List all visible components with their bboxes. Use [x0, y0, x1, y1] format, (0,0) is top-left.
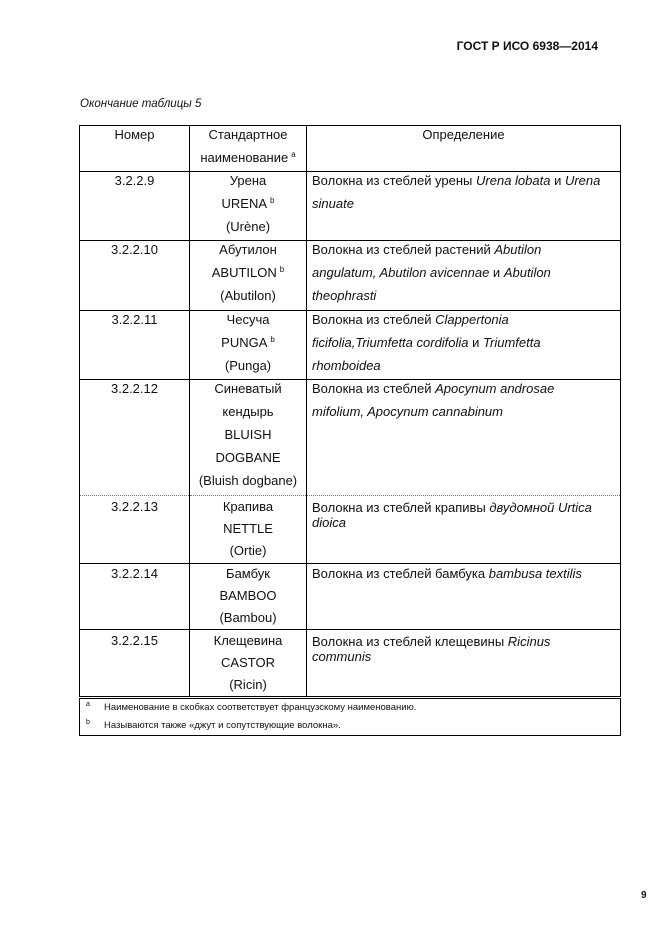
cell-number	[80, 564, 190, 630]
term-number: 3.2.2.11	[111, 312, 158, 327]
footnote-ref-b: b	[270, 334, 275, 344]
term-name-ru: Крапива	[222, 499, 274, 514]
definition-latin-name: Urena	[564, 173, 601, 188]
cell-name	[190, 172, 307, 241]
definition-line	[312, 192, 615, 215]
term-name-fr: (Punga)	[224, 358, 272, 373]
cell-definition	[307, 241, 621, 311]
column-header-definition	[307, 126, 621, 172]
cell-name	[190, 311, 307, 380]
column-header-number-text: Номер	[114, 127, 155, 142]
table-row	[80, 241, 621, 311]
column-header-definition-text: Определение	[422, 127, 505, 142]
definition-latin-name: Triumfetta	[483, 335, 541, 350]
definition-line	[312, 634, 615, 649]
cell-name	[190, 241, 307, 311]
cell-number	[80, 241, 190, 311]
term-name-fr: (Ricin)	[229, 677, 267, 692]
term-name-en-text: URENA	[221, 196, 268, 211]
term-number: 3.2.2.10	[111, 242, 158, 257]
cell-number	[80, 172, 190, 241]
definition-line	[312, 241, 615, 262]
term-name-en-text: ABUTILON	[211, 265, 277, 280]
cell-definition	[307, 380, 621, 496]
definition-line	[312, 331, 615, 354]
table-row	[80, 311, 621, 380]
definition-text: и	[550, 173, 565, 188]
term-name-fr: (Bambou)	[219, 610, 277, 625]
term-name-ru: Синеватый	[214, 381, 282, 396]
cell-number	[80, 311, 190, 380]
term-name-ru: кендырь	[222, 404, 274, 419]
table-row	[80, 172, 621, 241]
definition-latin-name: Clappertonia	[435, 312, 509, 327]
definition-text: Волокна из стеблей	[312, 312, 436, 327]
definition-latin-name: theophrasti	[312, 288, 377, 303]
term-name-en: BAMBOO	[219, 588, 277, 603]
definition-latin-name: Apocynum androsae	[435, 381, 555, 396]
definition-text: и	[468, 335, 484, 350]
footnote-ref-a: a	[291, 149, 296, 159]
definition-text: Волокна из стеблей бамбука	[312, 566, 489, 581]
cell-definition	[307, 564, 621, 630]
footnotes	[80, 698, 621, 736]
definition-text: Волокна из стеблей крапивы	[312, 500, 490, 515]
cell-name	[190, 380, 307, 496]
definitions-table	[79, 125, 621, 736]
term-number: 3.2.2.13	[111, 499, 158, 514]
term-name-en	[195, 331, 301, 354]
definition-latin-name: sinuate	[312, 196, 354, 211]
term-name-fr: (Abutilon)	[220, 288, 276, 303]
column-header-name-line1: Стандартное	[208, 127, 288, 142]
cell-number	[80, 630, 190, 698]
footnote-a	[80, 699, 620, 717]
definition-latin-name: angulatum, Abutilon avicennae	[312, 265, 490, 280]
definition-text: Волокна из стеблей	[312, 381, 436, 396]
definition-latin-name: Abutilon	[494, 242, 542, 257]
footnote-ref-b: b	[279, 264, 285, 274]
cell-definition	[307, 630, 621, 698]
term-name-en	[195, 192, 301, 215]
definition-text: Волокна из стеблей растений	[312, 242, 495, 257]
definition-line	[312, 354, 615, 377]
definition-line	[312, 649, 615, 664]
cell-definition	[307, 172, 621, 241]
definition-latin-name: ficifolia,Triumfetta cordifolia	[312, 335, 469, 350]
column-header-name-text: наименование	[200, 150, 289, 165]
cell-definition	[307, 311, 621, 380]
cell-number	[80, 380, 190, 496]
document-code: ГОСТ Р ИСО 6938—2014	[456, 39, 598, 53]
definition-latin-name: двудомной Urtica	[489, 500, 592, 515]
footnote-marker: a	[86, 701, 90, 708]
term-name-ru: Урена	[229, 173, 267, 188]
term-name-ru: Абутилон	[219, 242, 277, 257]
cell-definition	[307, 496, 621, 564]
definition-latin-name: Ricinus	[507, 634, 551, 649]
definition-line	[312, 261, 615, 284]
definition-line	[312, 284, 615, 307]
definition-latin-name: dioica	[312, 515, 346, 530]
definition-text: Волокна из стеблей урены	[312, 173, 477, 188]
footnotes-row	[80, 698, 621, 736]
term-name-en	[195, 261, 301, 284]
term-name-en: NETTLE	[223, 521, 273, 536]
definition-line	[312, 500, 615, 515]
term-number: 3.2.2.15	[111, 633, 158, 648]
term-name-en: CASTOR	[221, 655, 275, 670]
footnote-marker: b	[86, 719, 90, 726]
cell-number	[80, 496, 190, 564]
definition-latin-name: Abutilon	[503, 265, 551, 280]
column-header-name-line2	[195, 146, 301, 169]
table-row	[80, 630, 621, 698]
definition-latin-name: bambusa textilis	[488, 566, 582, 581]
term-number: 3.2.2.14	[111, 566, 158, 581]
definition-line	[312, 311, 615, 332]
definition-line	[312, 172, 615, 193]
footnote-b	[80, 717, 620, 735]
term-name-en: BLUISH	[224, 427, 272, 442]
column-header-name	[190, 126, 307, 172]
column-header-number	[80, 126, 190, 172]
table-caption: Окончание таблицы 5	[80, 98, 202, 110]
definition-latin-name: communis	[312, 649, 372, 664]
definition-line	[312, 380, 615, 401]
definition-text: и	[489, 265, 504, 280]
definition-line	[312, 515, 615, 530]
table-row	[80, 380, 621, 496]
footnote-text: Наименование в скобках соответствует французскому наименованию.	[104, 702, 417, 713]
term-name-fr: (Urène)	[225, 219, 271, 234]
definition-line	[312, 564, 615, 586]
term-name-en-text: PUNGA	[221, 335, 268, 350]
cell-name	[190, 496, 307, 564]
table-row	[80, 496, 621, 564]
term-number: 3.2.2.12	[111, 381, 158, 396]
table-row	[80, 564, 621, 630]
cell-name	[190, 630, 307, 698]
cell-name	[190, 564, 307, 630]
definition-latin-name: Urena lobata	[476, 173, 551, 188]
term-name-ru: Бамбук	[226, 566, 270, 581]
term-name-ru: Чесуча	[226, 312, 270, 327]
term-name-fr: (Bluish dogbane)	[198, 473, 298, 488]
footnote-ref-b: b	[270, 195, 275, 205]
term-name-en: DOGBANE	[215, 450, 281, 465]
term-number: 3.2.2.9	[114, 173, 155, 188]
definition-line	[312, 400, 615, 423]
table-header-row	[80, 126, 621, 172]
term-name-ru: Клещевина	[213, 633, 283, 648]
footnote-text: Называются также «джут и сопутствующие волокна».	[104, 720, 341, 731]
definition-latin-name: rhomboidea	[312, 358, 381, 373]
term-name-fr: (Ortie)	[229, 543, 267, 558]
definition-text: Волокна из стеблей клещевины	[312, 634, 508, 649]
definition-latin-name: mifolium, Apocynum cannabinum	[312, 404, 503, 419]
page-number: 9	[641, 890, 647, 901]
